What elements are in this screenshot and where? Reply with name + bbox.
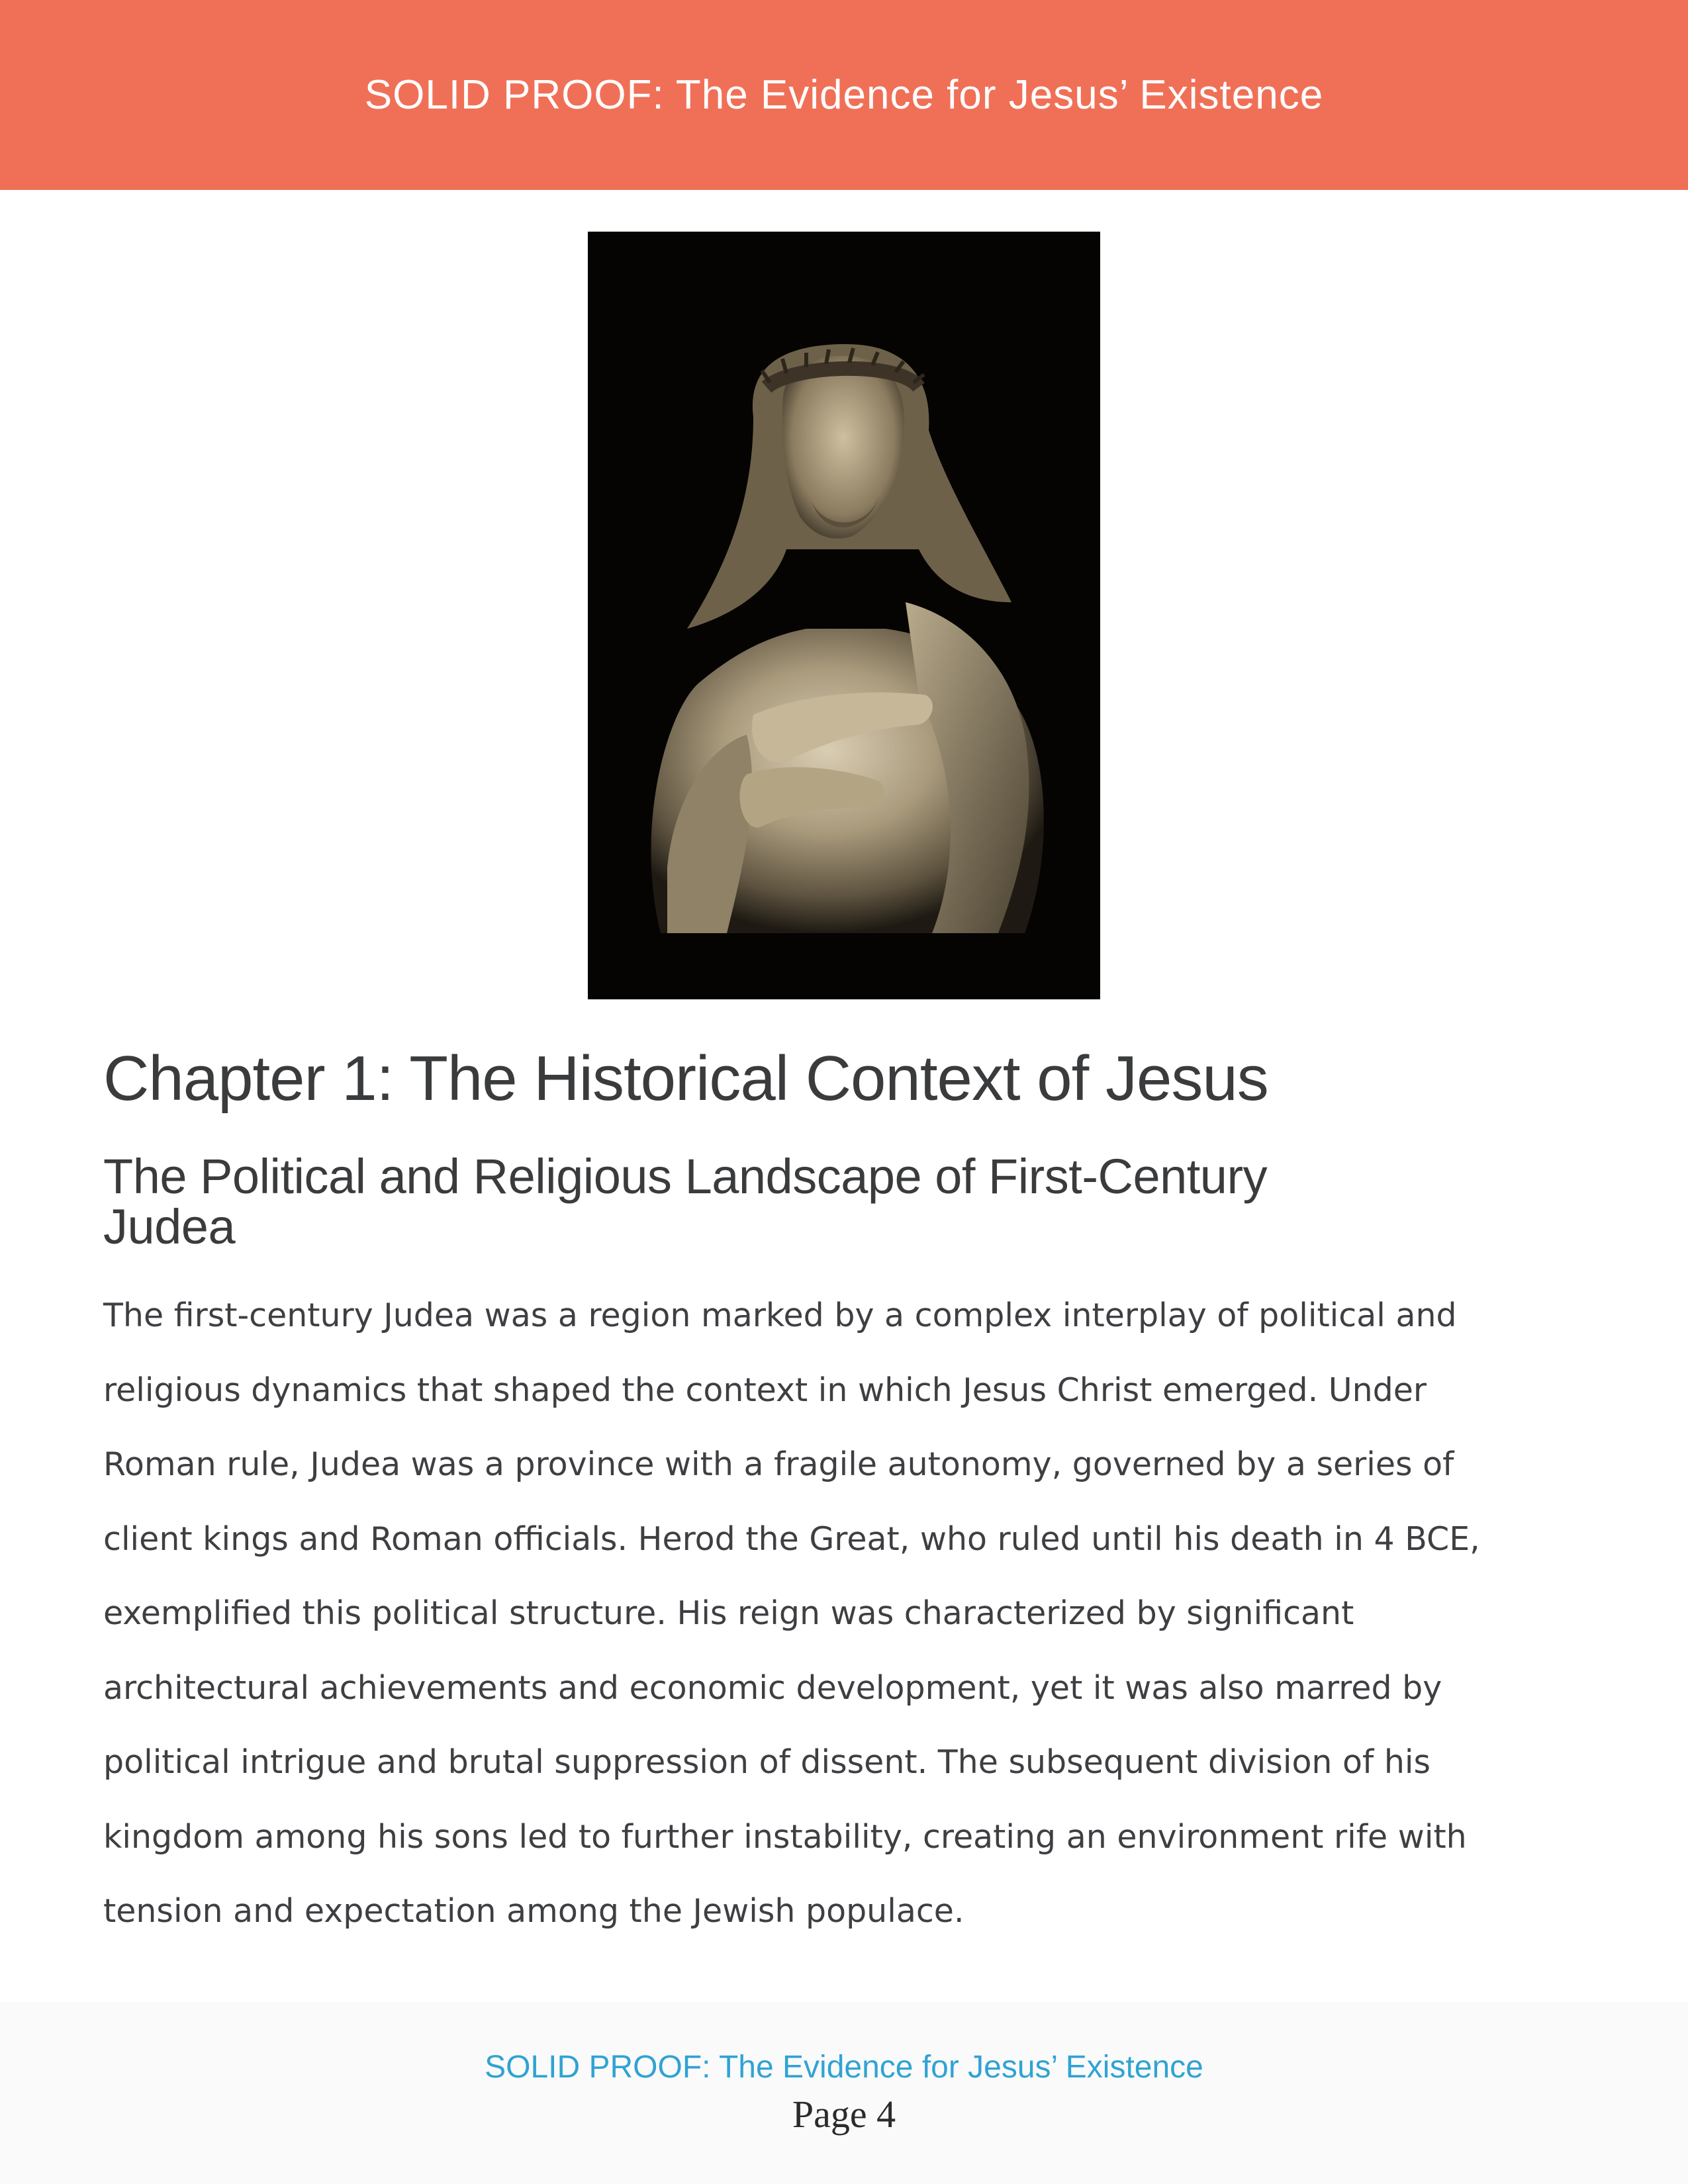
paragraph-line: political intrigue and brutal suppression of dissent. The subsequent division of his (103, 1743, 1431, 1781)
paragraph-line: The first-century Judea was a region marked by a complex interplay of political and (103, 1297, 1457, 1334)
paragraph-line: Roman rule, Judea was a province with a fragile autonomy, governed by a series of (103, 1445, 1454, 1483)
paragraph-line: tension and expectation among the Jewish populace. (103, 1892, 964, 1930)
footer-title: SOLID PROOF: The Evidence for Jesus’ Existence (485, 2050, 1203, 2085)
section-title (103, 1149, 1593, 1254)
section-title-line: The Political and Religious Landscape of First-Century (103, 1149, 1268, 1204)
chapter-title: Chapter 1: The Historical Context of Jesus (103, 1043, 1268, 1114)
sculpture-illustration (588, 232, 1100, 999)
header-title: SOLID PROOF: The Evidence for Jesus’ Existence (364, 72, 1324, 118)
section-title-line: Judea (103, 1199, 236, 1254)
page-number: Page 4 (792, 2093, 896, 2136)
body-paragraph (103, 1279, 1593, 1949)
paragraph-line: kingdom among his sons led to further instability, creating an environment rife with (103, 1817, 1467, 1856)
paragraph-line: architectural achievements and economic development, yet it was also marred by (103, 1668, 1442, 1707)
paragraph-line: religious dynamics that shaped the context in which Jesus Christ emerged. Under (103, 1371, 1427, 1409)
paragraph-line: client kings and Roman officials. Herod the Great, who ruled until his death in 4 BCE, (103, 1520, 1480, 1558)
sculpture-image (588, 232, 1100, 999)
paragraph-line: exemplified this political structure. His reign was characterized by significant (103, 1594, 1354, 1632)
